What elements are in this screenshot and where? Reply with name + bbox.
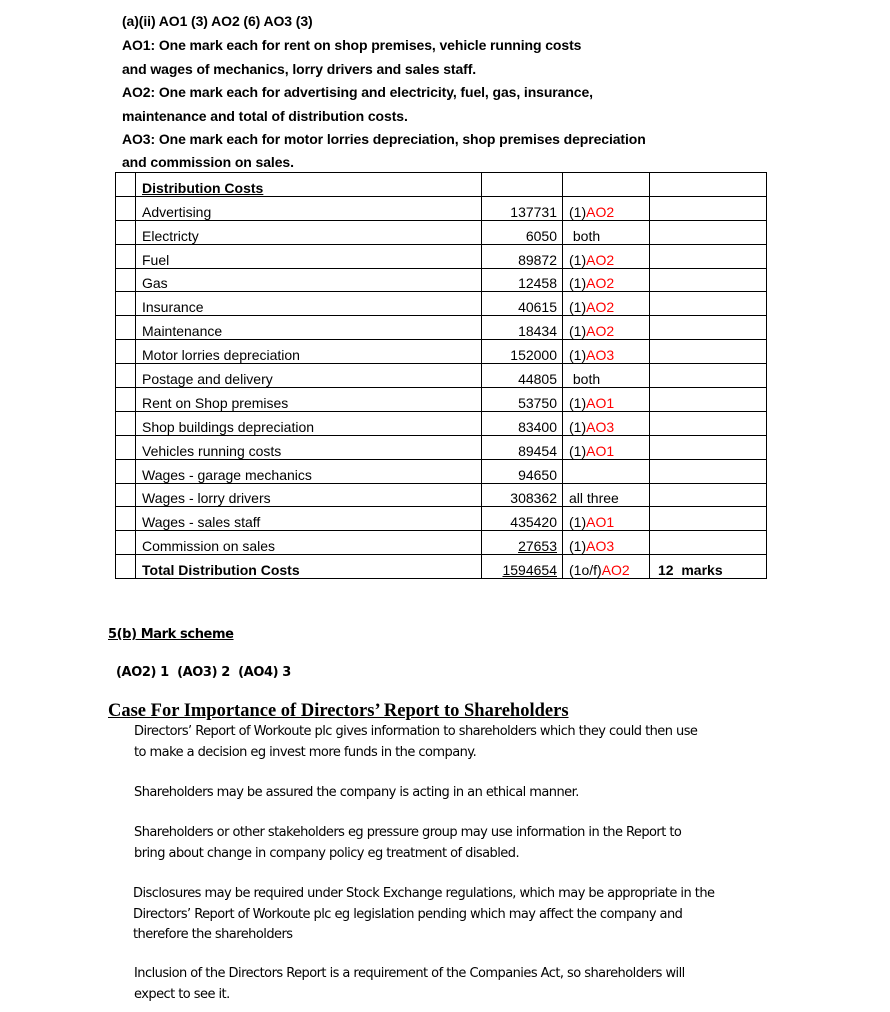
cost-amount: 1594654 — [502, 562, 557, 579]
mark-prefix: (1) — [569, 442, 587, 459]
mark-prefix: (1) — [569, 347, 587, 364]
cost-amount: 89872 — [518, 251, 557, 268]
cost-amount: 435420 — [510, 514, 557, 531]
ao2-line-1: AO2: One mark each for advertising and electricity, fuel, gas, insurance, — [122, 84, 593, 100]
ao3-line-2: and commission on sales. — [122, 154, 294, 170]
marks-note: 12 marks — [658, 562, 723, 579]
cost-amount: 83400 — [518, 418, 557, 435]
paragraph-1 — [134, 722, 697, 763]
table-row — [116, 507, 767, 531]
mark-prefix: (1) — [569, 514, 587, 531]
cost-label: Advertising — [142, 203, 212, 220]
part-a-heading: (a)(ii) AO1 (3) AO2 (6) AO3 (3) — [122, 13, 313, 29]
table-row — [116, 483, 767, 507]
cost-label: Fuel — [142, 251, 170, 268]
cost-amount: 94650 — [518, 466, 557, 483]
mark-ao: AO2 — [601, 562, 630, 579]
part-b-title: 5(b) Mark scheme — [108, 627, 234, 642]
table-row — [116, 340, 767, 364]
cost-label: Insurance — [142, 299, 204, 316]
cost-amount: 308362 — [510, 490, 557, 507]
mark-ao: AO3 — [586, 347, 615, 364]
mark-prefix: (1o/f) — [569, 562, 602, 579]
table-row — [116, 196, 767, 220]
paragraph-line: to make a decision eg invest more funds in the company. — [134, 744, 477, 760]
cost-label: Motor lorries depreciation — [142, 347, 300, 364]
table-row — [116, 244, 767, 268]
ao3-line-1: AO3: One mark each for motor lorries depreciation, shop premises depreciation — [122, 131, 646, 147]
paragraph-line: Directors’ Report of Workoute plc gives information to shareholders which they could then use — [134, 724, 698, 739]
paragraph-line: Inclusion of the Directors Report is a requirement of the Companies Act, so shareholders will — [134, 966, 685, 981]
ao1-line-1: AO1: One mark each for rent on shop premises, vehicle running costs — [122, 37, 582, 53]
cost-label: Shop buildings depreciation — [142, 418, 315, 435]
cost-amount: 89454 — [518, 442, 557, 459]
mark-ao: AO2 — [586, 299, 615, 316]
mark-ao: AO2 — [586, 275, 615, 292]
cost-label: Wages - garage mechanics — [142, 466, 312, 483]
cost-amount: 40615 — [518, 299, 557, 316]
cost-amount: 53750 — [518, 394, 557, 411]
cost-label: Maintenance — [142, 323, 223, 340]
paragraph-line: Disclosures may be required under Stock Exchange regulations, which may be appropriate in the — [133, 886, 715, 901]
table-row — [116, 435, 767, 459]
mark-prefix: (1) — [569, 323, 587, 340]
mark-prefix: both — [569, 371, 601, 388]
table-header-row — [116, 173, 767, 197]
cost-amount: 137731 — [510, 203, 557, 220]
table-row — [116, 388, 767, 412]
paragraph-line: bring about change in company policy eg treatment of disabled. — [134, 845, 520, 861]
table-row — [116, 531, 767, 555]
cost-amount: 18434 — [518, 323, 557, 340]
paragraph-line: Shareholders or other stakeholders eg pressure group may use information in the Report to — [134, 825, 682, 840]
mark-prefix: (1) — [569, 418, 587, 435]
cost-amount: 44805 — [518, 371, 557, 388]
mark-prefix: (1) — [569, 299, 587, 316]
paragraph-3 — [134, 823, 681, 864]
mark-prefix: (1) — [569, 394, 587, 411]
cost-amount: 6050 — [525, 227, 557, 244]
cost-label: Wages - lorry drivers — [142, 490, 271, 507]
mark-ao: AO1 — [586, 394, 615, 411]
cost-amount: 12458 — [518, 275, 557, 292]
cost-label: Gas — [142, 275, 168, 292]
cost-label: Electricty — [142, 227, 199, 244]
mark-ao: AO2 — [586, 251, 615, 268]
cost-label: Postage and delivery — [142, 371, 273, 388]
mark-ao: AO3 — [586, 418, 615, 435]
distribution-costs-table — [115, 172, 767, 579]
mark-ao: AO2 — [586, 203, 615, 220]
table-row — [116, 411, 767, 435]
paragraph-line: Shareholders may be assured the company is acting in an ethical manner. — [134, 785, 579, 800]
paragraph-2 — [134, 783, 579, 804]
mark-prefix: (1) — [569, 275, 587, 292]
total-row — [116, 555, 767, 579]
cost-label: Vehicles running costs — [142, 442, 282, 459]
paragraph-line: therefore the shareholders — [133, 927, 293, 942]
part-b-marks: (AO2) 1 (AO3) 2 (AO4) 3 — [116, 665, 291, 680]
paragraph-line: expect to see it. — [134, 986, 230, 1002]
mark-prefix: (1) — [569, 251, 587, 268]
mark-ao: AO1 — [586, 442, 615, 459]
table-row — [116, 316, 767, 340]
paragraph-5 — [134, 964, 685, 1005]
cost-label: Commission on sales — [142, 538, 276, 555]
table-row — [116, 268, 767, 292]
mark-prefix: all three — [569, 490, 619, 507]
cost-label: Rent on Shop premises — [142, 394, 289, 411]
mark-prefix: (1) — [569, 538, 587, 555]
ao1-line-2: and wages of mechanics, lorry drivers and sales staff. — [122, 61, 477, 77]
ao2-line-2: maintenance and total of distribution costs. — [122, 108, 408, 124]
table-row — [116, 459, 767, 483]
cost-amount: 27653 — [518, 538, 557, 555]
mark-prefix: (1) — [569, 203, 587, 220]
case-title: Case For Importance of Directors’ Report to Shareholders — [108, 701, 569, 721]
cost-label: Total Distribution Costs — [142, 562, 300, 579]
paragraph-line: Directors’ Report of Workoute plc eg legislation pending which may affect the company and — [133, 906, 683, 922]
mark-ao: AO1 — [586, 514, 615, 531]
cost-label: Wages - sales staff — [142, 514, 261, 531]
cost-amount: 152000 — [510, 347, 557, 364]
table-row — [116, 364, 767, 388]
table-title: Distribution Costs — [142, 179, 264, 196]
mark-prefix: both — [569, 227, 601, 244]
table-row — [116, 292, 767, 316]
table-row — [116, 220, 767, 244]
paragraph-4 — [133, 884, 714, 946]
mark-ao: AO2 — [586, 323, 615, 340]
mark-ao: AO3 — [586, 538, 615, 555]
